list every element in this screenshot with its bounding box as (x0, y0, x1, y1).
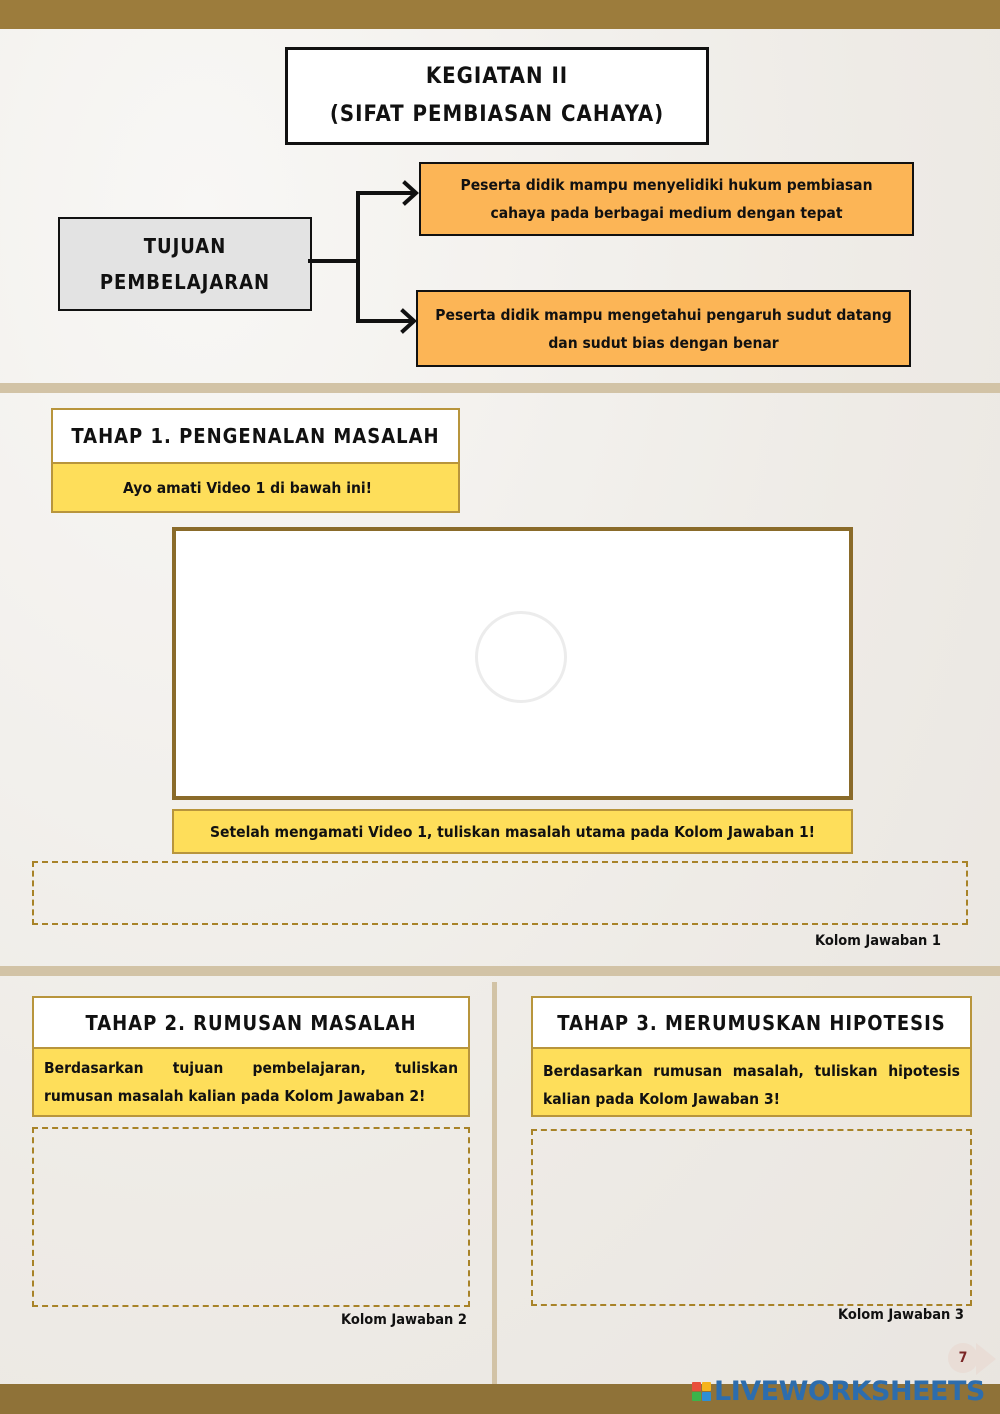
tahap1-title: TAHAP 1. PENGENALAN MASALAH (51, 408, 460, 464)
tahap1-instruction: Ayo amati Video 1 di bawah ini! (51, 462, 460, 513)
page-number: 7 (948, 1343, 978, 1373)
tahap3-title: TAHAP 3. MERUMUSKAN HIPOTESIS (531, 996, 972, 1049)
liveworksheets-brand[interactable] (692, 1373, 985, 1409)
tahap1-after-video-instruction: Setelah mengamati Video 1, tuliskan masalah utama pada Kolom Jawaban 1! (172, 809, 853, 854)
section-divider (0, 966, 1000, 976)
objective-2: Peserta didik mampu mengetahui pengaruh sudut datang dan sudut bias dengan benar (416, 290, 911, 367)
learning-objectives-line1: TUJUAN (143, 234, 227, 258)
answer-field-2[interactable] (32, 1127, 470, 1307)
objective-1: Peserta didik mampu menyelidiki hukum pembiasan cahaya pada berbagai medium dengan tepat (419, 162, 914, 236)
column-divider (492, 982, 497, 1398)
learning-objectives-line2: PEMBELAJARAN (99, 270, 271, 294)
answer-field-1[interactable] (32, 861, 968, 925)
answer-label-3: Kolom Jawaban 3 (838, 1307, 964, 1323)
tahap3-instruction: Berdasarkan rumusan masalah, tuliskan hipotesis kalian pada Kolom Jawaban 3! (531, 1047, 972, 1117)
activity-title-line1: KEGIATAN II (425, 64, 569, 89)
tahap2-title: TAHAP 2. RUMUSAN MASALAH (32, 996, 470, 1049)
activity-title-line2: (SIFAT PEMBIASAN CAHAYA) (329, 102, 665, 127)
section-divider (0, 383, 1000, 393)
video-player[interactable] (172, 527, 853, 800)
play-circle-icon[interactable] (475, 611, 567, 703)
answer-label-1: Kolom Jawaban 1 (815, 933, 941, 949)
liveworksheets-logo-icon (692, 1382, 711, 1401)
brand-name: LIVEWORKSHEETS (714, 1375, 985, 1407)
answer-field-3[interactable] (531, 1129, 972, 1306)
tahap2-instruction: Berdasarkan tujuan pembelajaran, tuliskan rumusan masalah kalian pada Kolom Jawaban 2! (32, 1047, 470, 1117)
arrow-right-icon (976, 1343, 996, 1375)
answer-label-2: Kolom Jawaban 2 (341, 1312, 467, 1328)
